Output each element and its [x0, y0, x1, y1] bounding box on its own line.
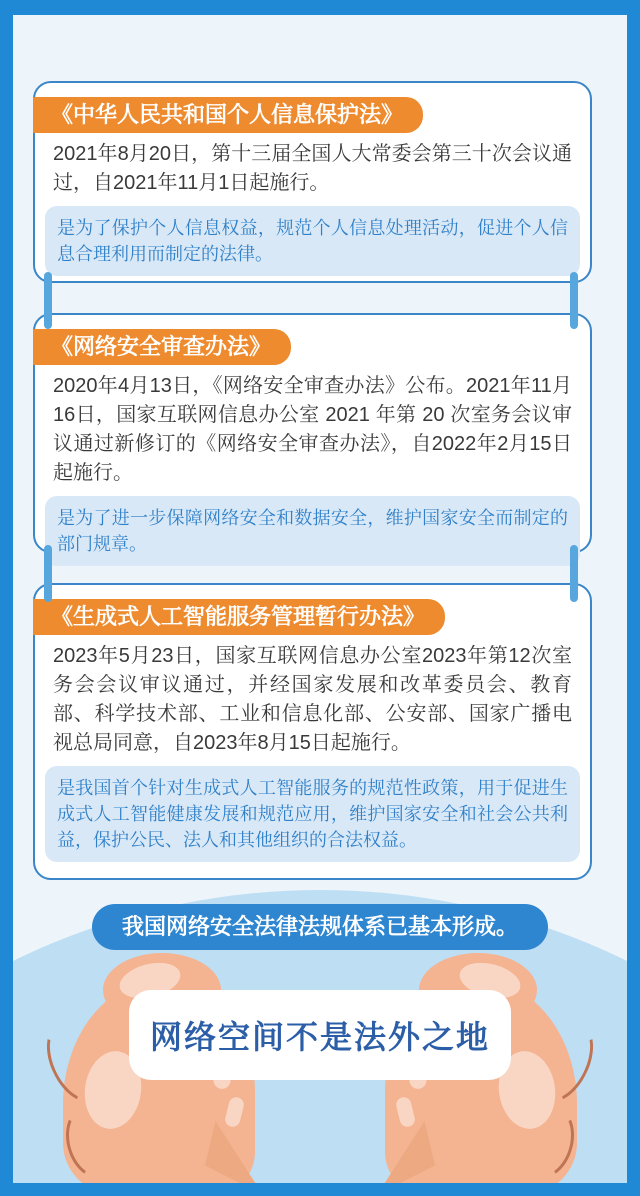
card-generative-ai-interim-measures [33, 583, 592, 880]
card-title: 《网络安全审查办法》 [51, 334, 272, 359]
card-title-ribbon [33, 97, 423, 133]
card-body-text: 2023年5月23日，国家互联网信息办公室2023年第12次室务会会议审议通过，并经国家发展和改革委员会、教育部、科学技术部、工业和信息化部、公安部、国家广播电视总局同意，自2023年8月15日起施行。 [53, 645, 572, 754]
card-cybersecurity-review-measures [33, 313, 592, 553]
card-body-text: 2020年4月13日，《网络安全审查办法》公布。2021年11月16日，国家互联网信息办公室 2021 年第 20 次室务会议审议通过新修订的《网络安全审查办法》，自2022年2月15日起施行。 [53, 375, 572, 484]
card-note-box: 是我国首个针对生成式人工智能服务的规范性政策，用于促进生成式人工智能健康发展和规范应用，维护国家安全和社会公共利益，保护公民、法人和其他组织的合法权益。 [45, 766, 580, 862]
card-personal-info-protection-law [33, 81, 592, 283]
card-title-ribbon [33, 329, 291, 365]
slogan-banner: 网络空间不是法外之地 [129, 990, 511, 1080]
card-note-box: 是为了保护个人信息权益，规范个人信息处理活动，促进个人信息合理利用而制定的法律。 [45, 206, 580, 276]
connector-bar-left [44, 272, 52, 329]
conclusion-pill: 我国网络安全法律法规体系已基本形成。 [92, 904, 548, 950]
connector-bar-right [570, 272, 578, 329]
connector-bar-left [44, 545, 52, 602]
connector-bar-right [570, 545, 578, 602]
card-note-box: 是为了进一步保障网络安全和数据安全，维护国家安全而制定的部门规章。 [45, 496, 580, 566]
content-area [13, 15, 627, 1183]
card-title-ribbon [33, 599, 445, 635]
card-title: 《生成式人工智能服务管理暂行办法》 [51, 604, 426, 629]
card-body-text: 2021年8月20日，第十三届全国人大常委会第三十次会议通过，自2021年11月1日起施行。 [53, 143, 572, 194]
card-title: 《中华人民共和国个人信息保护法》 [51, 102, 404, 127]
